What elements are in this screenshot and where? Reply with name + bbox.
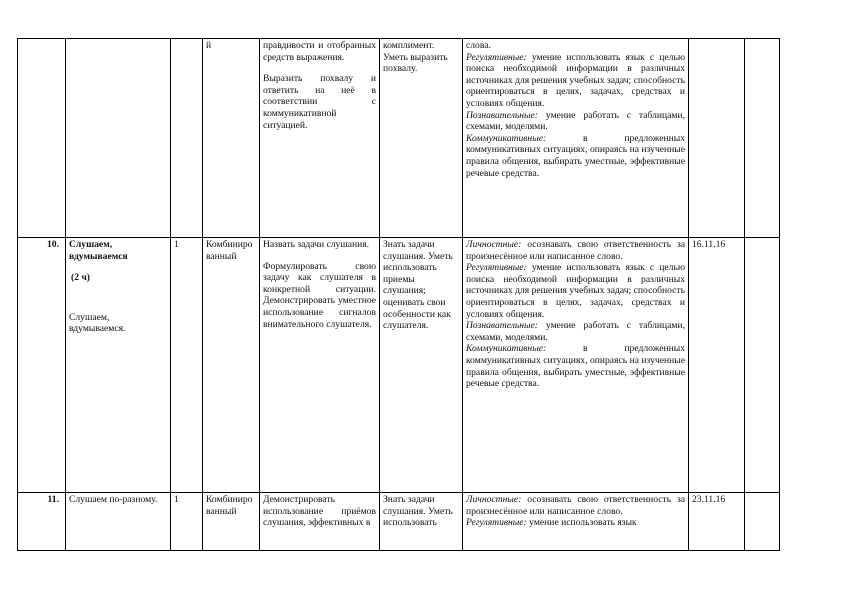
content-paragraph: Назвать задачи слушания.	[263, 239, 370, 250]
topic-cell	[66, 39, 171, 238]
uud-text: умение использовать язык	[529, 517, 637, 529]
hours-cell	[171, 39, 203, 238]
date-cell: 16.11.16	[689, 238, 745, 493]
skills-cell: Знать задачи слушания. Уметь использовать	[380, 493, 463, 551]
uud-item	[466, 133, 685, 179]
lesson-plan-table	[17, 38, 780, 551]
content-paragraph: Формулировать свою задачу как слушателя в конкретной ситуации. Демонстрировать уместное использование сигналов внимательного слушателя.	[263, 260, 376, 330]
uud-label: Познавательные:	[466, 320, 538, 332]
date-cell	[689, 39, 745, 238]
topic-subtitle: Слушаем, вдумываемся.	[69, 311, 126, 335]
topic-cell	[66, 493, 171, 551]
date-cell: 23.11.16	[689, 493, 745, 551]
uud-text: осознавать свою ответственность за произнесённое или написанное слово.	[466, 494, 685, 517]
uud-label: Регулятивные:	[466, 262, 527, 274]
table-row	[18, 39, 780, 238]
row-number: 10.	[18, 238, 66, 493]
topic-cell	[66, 238, 171, 493]
content-paragraph: Демонстрировать использование приёмов слушания, эффективных в	[263, 494, 376, 529]
extra-cell	[745, 238, 780, 493]
content-cell	[260, 493, 380, 551]
uud-item	[466, 262, 685, 320]
uud-text: осознавать свою ответственность за произнесённое или написанное слово.	[466, 239, 685, 262]
extra-cell	[745, 493, 780, 551]
uud-label: Коммуникативные:	[466, 132, 547, 144]
uud-cell	[463, 39, 689, 238]
lesson-type-cell: й	[203, 39, 260, 238]
uud-item	[466, 239, 685, 262]
uud-item	[466, 494, 685, 517]
table-row	[18, 493, 780, 551]
uud-cell	[463, 493, 689, 551]
topic-hours: (2 ч)	[71, 272, 90, 284]
topic-title: Слушаем, вдумываемся	[69, 239, 128, 262]
content-paragraph: Выразить похвалу и ответить на неё в соответствии с коммуникативной ситуацией.	[263, 73, 376, 131]
uud-text: умение работать с таблицами, схемами, моделями.	[466, 320, 685, 343]
uud-text: умение использовать язык с целью поиска необходимой информации в различных источниках для решения учебных задач; способность ориентироваться в целях, задачах, средствах и условиях общения.	[466, 262, 685, 320]
uud-item	[466, 40, 685, 52]
uud-item	[466, 52, 685, 110]
content-cell	[260, 238, 380, 493]
uud-item	[466, 320, 685, 343]
topic-title: Слушаем по-разному.	[69, 494, 158, 505]
hours-cell: 1	[171, 238, 203, 493]
extra-cell	[745, 39, 780, 238]
lesson-type-cell: Комбинированный	[203, 238, 260, 493]
uud-label: Личностные:	[466, 239, 522, 250]
uud-item	[466, 343, 685, 389]
uud-label: Регулятивные:	[466, 51, 527, 63]
row-number	[18, 39, 66, 238]
lesson-type-cell: Комбинированный	[203, 493, 260, 551]
uud-label: Коммуникативные:	[466, 343, 547, 355]
uud-label: Познавательные:	[466, 109, 538, 121]
row-number: 11.	[18, 493, 66, 551]
content-paragraph: правдивости и отобранных средств выражения.	[263, 40, 376, 63]
uud-text: умение использовать язык с целью поиска необходимой информации в различных источниках для решения учебных задач; способность ориентироваться в целях, задачах, средствах и условиях общения.	[466, 51, 685, 109]
uud-item	[466, 110, 685, 133]
uud-label: Личностные:	[466, 494, 522, 505]
content-cell	[260, 39, 380, 238]
skills-cell: Знать задачи слушания. Уметь использовать приемы слушания; оценивать свои особенности как слушателя.	[380, 238, 463, 493]
uud-cell	[463, 238, 689, 493]
uud-label: Регулятивные:	[466, 517, 527, 529]
uud-item	[466, 517, 685, 529]
skills-cell: комплимент. Уметь выразить похвалу.	[380, 39, 463, 238]
hours-cell: 1	[171, 493, 203, 551]
uud-text: умение работать с таблицами, схемами, моделями.	[466, 109, 685, 133]
uud-text: в предложенных коммуникативных ситуациях, опираясь на изученные правила общения, выбирать уместные, эффективные речевые средства.	[466, 343, 685, 390]
table-row	[18, 238, 780, 493]
uud-text: слова.	[466, 40, 491, 51]
uud-text: в предложенных коммуникативных ситуациях, опираясь на изученные правила общения, выбирать уместные, эффективные речевые средства.	[466, 132, 685, 179]
